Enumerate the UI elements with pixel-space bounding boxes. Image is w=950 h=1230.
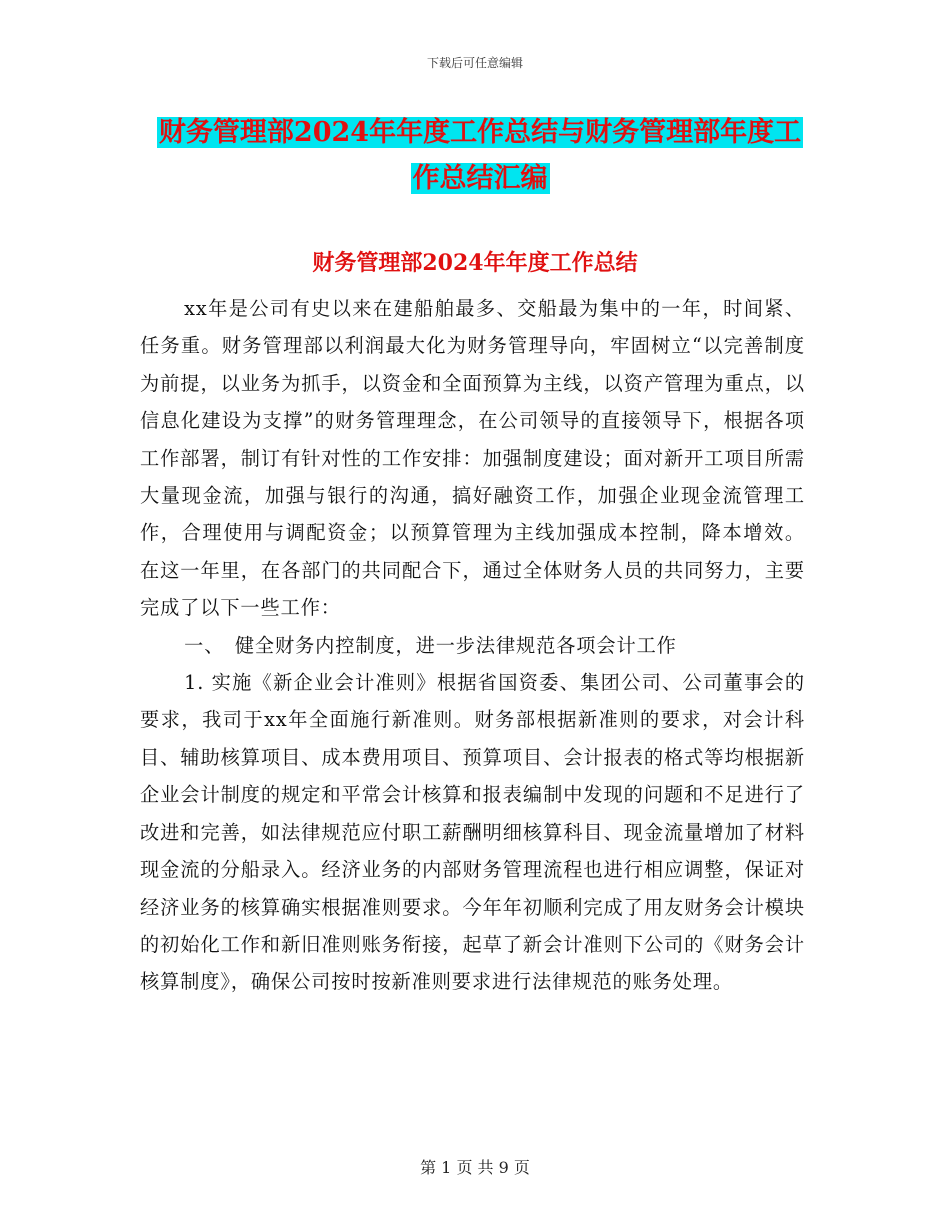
body-paragraph-intro: xx年是公司有史以来在建船舶最多、交船最为集中的一年，时间紧、任务重。财务管理部以利润最大化为财务管理导向，牢固树立“以完善制度为前提，以业务为抓手，以资金和全面预算为主线，以资产管理为重点，以信息化建设为支撑”的财务管理理念，在公司领导的直接领导下，根据各项工作部署，制订有针对性的工作安排：加强制度建设；面对新开工项目所需大量现金流，加强与银行的沟通，搞好融资工作，加强企业现金流管理工作，合理使用与调配资金；以预算管理为主线加强成本控制，降本增效。 在这一年里，在各部门的共同配合下，通过全体财务人员的共同努力，主要完成了以下一些工作： xyxy=(140,297,805,620)
document-body xyxy=(140,290,805,1001)
document-title xyxy=(140,110,820,202)
page-footer: 第 1 页 共 9 页 xyxy=(420,1158,530,1177)
document-title-line2: 作总结汇编 xyxy=(412,163,548,194)
document-title-line1: 财务管理部2024年年度工作总结与财务管理部年度工 xyxy=(158,117,802,148)
page-header: 下载后可任意编辑 xyxy=(426,56,523,70)
body-paragraph-item-1: 1. 实施《新企业会计准则》根据省国资委、集团公司、公司董事会的要求，我司于xx年全面施行新准则。财务部根据新准则的要求，对会计科目、辅助核算项目、成本费用项目、预算项目、会计报表的格式等均根据新企业会计制度的规定和平常会计核算和报表编制中发现的问题和不足进行了改进和完善，如法律规范应付职工薪酬明细核算科目、现金流量增加了材料现金流的分船录入。经济业务的内部财务管理流程也进行相应调整，保证对经济业务的核算确实根据准则要求。今年年初顺利完成了用友财务会计模块的初始化工作和新旧准则账务衔接，起草了新会计准则下公司的《财务会计核算制度》，确保公司按时按新准则要求进行法律规范的账务处理。 xyxy=(140,671,805,994)
body-heading-section-1: 一、 健全财务内控制度，进一步法律规范各项会计工作 xyxy=(184,633,677,657)
section-title: 财务管理部2024年年度工作总结 xyxy=(312,250,638,276)
